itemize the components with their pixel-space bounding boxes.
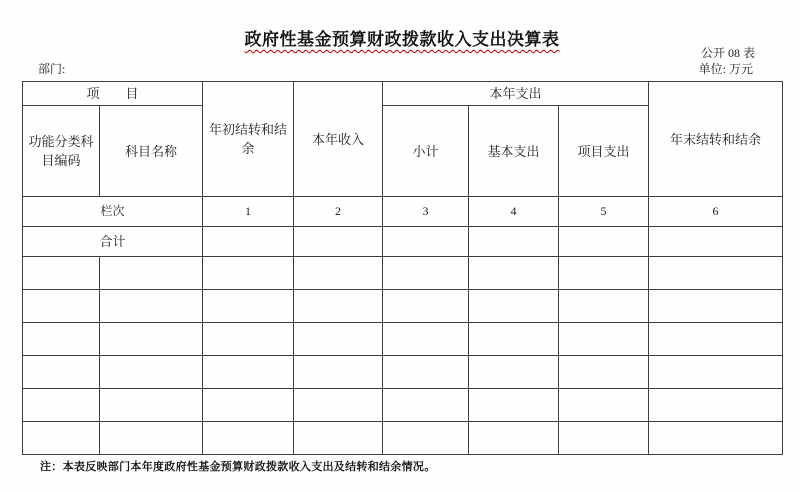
header-year-expense: 本年支出 <box>383 82 649 106</box>
table-row <box>23 323 783 356</box>
table-row <box>23 356 783 389</box>
empty-cell <box>203 422 294 455</box>
header-subtotal: 小计 <box>383 106 469 197</box>
empty-cell <box>23 356 100 389</box>
header-row-top <box>23 82 783 106</box>
empty-cell <box>559 257 649 290</box>
total-value-3 <box>383 227 469 257</box>
empty-cell <box>559 356 649 389</box>
empty-cell <box>203 356 294 389</box>
column-index-row <box>23 197 783 227</box>
empty-cell <box>203 389 294 422</box>
total-value-5 <box>559 227 649 257</box>
empty-cell <box>469 323 559 356</box>
empty-cell <box>23 257 100 290</box>
empty-cell <box>469 389 559 422</box>
empty-cell <box>559 389 649 422</box>
table-code-label: 公开 08 表 <box>700 46 755 60</box>
empty-cell <box>100 389 203 422</box>
column-index-label: 栏次 <box>23 197 203 227</box>
empty-cell <box>383 323 469 356</box>
header-project-expense: 项目支出 <box>559 106 649 197</box>
empty-cell <box>469 422 559 455</box>
empty-cell <box>23 422 100 455</box>
empty-cell <box>294 356 383 389</box>
column-index-3: 3 <box>383 197 469 227</box>
empty-cell <box>294 290 383 323</box>
unit-label: 单位: 万元 <box>698 62 753 76</box>
empty-cell <box>649 422 783 455</box>
empty-cell <box>100 422 203 455</box>
empty-cell <box>203 323 294 356</box>
empty-cell <box>383 422 469 455</box>
empty-cell <box>649 323 783 356</box>
table-row <box>23 422 783 455</box>
header-year-income: 本年收入 <box>294 82 383 197</box>
header-begin-balance: 年初结转和结余 <box>203 82 294 197</box>
header-project: 项 目 <box>23 82 203 106</box>
empty-cell <box>649 257 783 290</box>
header-end-balance: 年末结转和结余 <box>649 82 783 197</box>
column-index-4: 4 <box>469 197 559 227</box>
column-index-6: 6 <box>649 197 783 227</box>
empty-cell <box>469 290 559 323</box>
empty-cell <box>23 323 100 356</box>
page-title: 政府性基金预算财政拨款收入支出决算表 <box>244 30 560 49</box>
table-row <box>23 290 783 323</box>
table-row <box>23 257 783 290</box>
empty-cell <box>383 356 469 389</box>
empty-cell <box>23 389 100 422</box>
empty-cell <box>383 389 469 422</box>
department-label: 部门: <box>38 62 66 76</box>
column-index-2: 2 <box>294 197 383 227</box>
empty-cell <box>100 323 203 356</box>
total-value-6 <box>649 227 783 257</box>
empty-cell <box>294 422 383 455</box>
empty-cell <box>23 290 100 323</box>
empty-cell <box>559 422 649 455</box>
empty-cell <box>100 290 203 323</box>
header-subject-name: 科目名称 <box>100 106 203 197</box>
total-label: 合计 <box>23 227 203 257</box>
empty-cell <box>294 389 383 422</box>
empty-cell <box>100 356 203 389</box>
total-value-4 <box>469 227 559 257</box>
table-row <box>23 389 783 422</box>
column-index-5: 5 <box>559 197 649 227</box>
budget-table <box>22 81 783 455</box>
title-container <box>22 25 782 50</box>
header-func-code: 功能分类科目编码 <box>23 106 100 197</box>
empty-cell <box>649 356 783 389</box>
empty-cell <box>383 290 469 323</box>
footnote: 注：本表反映部门本年度政府性基金预算财政拨款收入支出及结转和结余情况。 <box>40 461 436 473</box>
header-basic-expense: 基本支出 <box>469 106 559 197</box>
column-index-1: 1 <box>203 197 294 227</box>
empty-cell <box>294 323 383 356</box>
empty-cell <box>203 257 294 290</box>
total-value-1 <box>203 227 294 257</box>
empty-cell <box>559 290 649 323</box>
empty-cell <box>469 356 559 389</box>
empty-cell <box>383 257 469 290</box>
empty-cell <box>649 290 783 323</box>
total-row <box>23 227 783 257</box>
empty-cell <box>203 290 294 323</box>
empty-cell <box>469 257 559 290</box>
empty-cell <box>559 323 649 356</box>
total-value-2 <box>294 227 383 257</box>
empty-cell <box>294 257 383 290</box>
empty-cell <box>100 257 203 290</box>
empty-cell <box>649 389 783 422</box>
